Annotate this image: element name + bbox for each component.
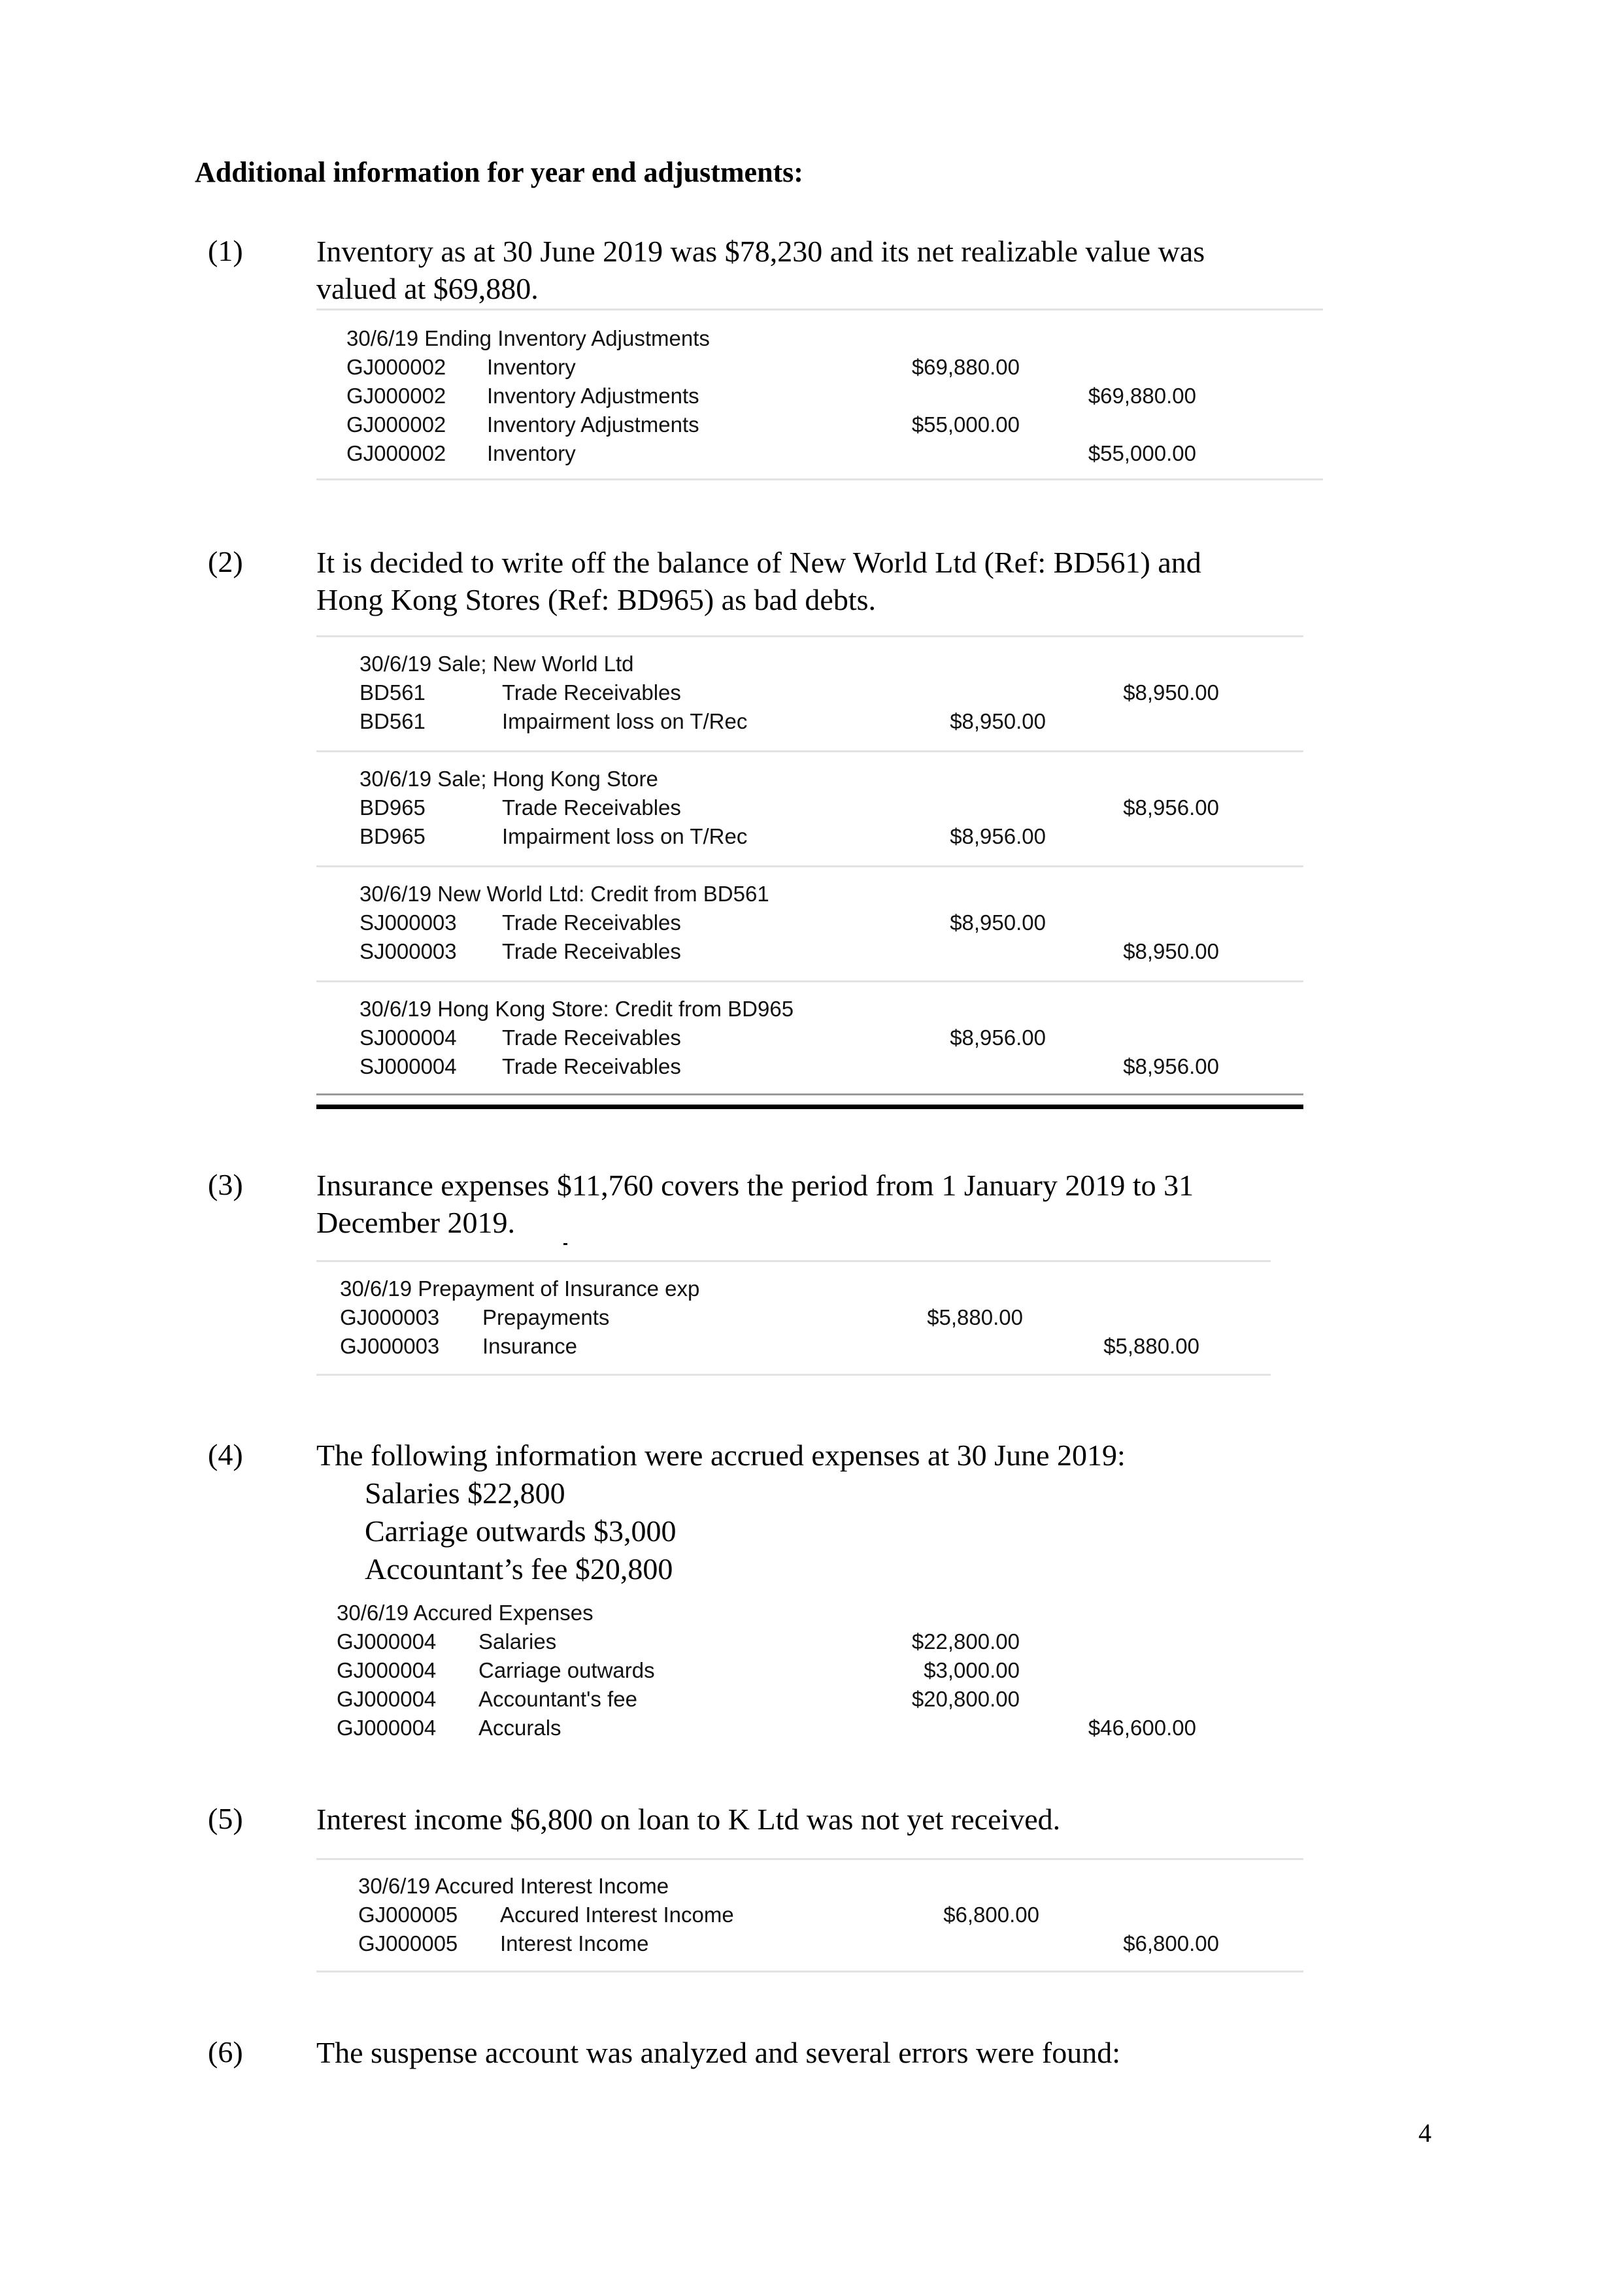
- journal-title: 30/6/19 Sale; New World Ltd: [360, 652, 634, 676]
- ref-cell: SJ000004: [360, 1025, 457, 1050]
- table-rule: [316, 750, 1303, 752]
- text-line: Accountant’s fee $20,800: [365, 1552, 673, 1586]
- ref-cell: GJ000004: [337, 1629, 437, 1654]
- item-text: [316, 544, 1201, 618]
- ref-cell: BD561: [360, 709, 426, 733]
- account-cell: Interest Income: [500, 1931, 649, 1955]
- debit-cell: $3,000.00: [924, 1658, 1020, 1682]
- ref-cell: GJ000002: [346, 412, 446, 437]
- account-cell: Trade Receivables: [502, 680, 681, 705]
- journal-title: 30/6/19 New World Ltd: Credit from BD561: [360, 882, 769, 906]
- ref-cell: SJ000003: [360, 910, 457, 935]
- credit-cell: $8,956.00: [1123, 795, 1219, 820]
- account-cell: Salaries: [478, 1629, 557, 1654]
- journal-title: 30/6/19 Prepayment of Insurance exp: [340, 1276, 700, 1301]
- credit-cell: $69,880.00: [1088, 384, 1196, 408]
- account-cell: Accured Interest Income: [500, 1903, 734, 1927]
- account-cell: Accountant's fee: [478, 1687, 637, 1711]
- table-double-rule: [316, 1105, 1303, 1109]
- text-line: December 2019.: [316, 1206, 515, 1239]
- credit-cell: $5,880.00: [1103, 1334, 1199, 1358]
- credit-cell: $6,800.00: [1123, 1931, 1219, 1955]
- text-line: The suspense account was analyzed and several errors were found:: [316, 2036, 1120, 2069]
- account-cell: Inventory: [487, 441, 576, 465]
- debit-cell: $8,950.00: [950, 910, 1046, 935]
- debit-cell: $22,800.00: [911, 1629, 1020, 1654]
- table-rule: [316, 865, 1303, 867]
- text-line: Insurance expenses $11,760 covers the period from 1 January 2019 to 31: [316, 1169, 1194, 1202]
- account-cell: Impairment loss on T/Rec: [502, 824, 748, 848]
- ref-cell: GJ000003: [340, 1305, 440, 1329]
- journal-title: 30/6/19 Hong Kong Store: Credit from BD965: [360, 997, 794, 1021]
- debit-cell: $8,956.00: [950, 824, 1046, 848]
- text-line: valued at $69,880.: [316, 272, 539, 305]
- table-rule: [316, 1374, 1271, 1376]
- account-cell: Impairment loss on T/Rec: [502, 709, 748, 733]
- ref-cell: SJ000003: [360, 939, 457, 963]
- debit-cell: $6,800.00: [943, 1903, 1039, 1927]
- ref-cell: GJ000004: [337, 1687, 437, 1711]
- item-number: (5): [208, 1802, 243, 1835]
- journal-title: 30/6/19 Ending Inventory Adjustments: [346, 326, 710, 350]
- ref-cell: SJ000004: [360, 1054, 457, 1078]
- text-line: Interest income $6,800 on loan to K Ltd was not yet received.: [316, 1803, 1061, 1836]
- item-number: (2): [208, 545, 243, 578]
- text-line: Carriage outwards $3,000: [365, 1514, 677, 1548]
- text-line: Hong Kong Stores (Ref: BD965) as bad debts.: [316, 583, 877, 616]
- table-rule: [316, 1260, 1271, 1262]
- account-cell: Inventory Adjustments: [487, 384, 699, 408]
- ref-cell: BD561: [360, 680, 426, 705]
- account-cell: Inventory Adjustments: [487, 412, 699, 437]
- debit-cell: $8,950.00: [950, 709, 1046, 733]
- debit-cell: $55,000.00: [911, 412, 1020, 437]
- ref-cell: BD965: [360, 824, 426, 848]
- item-number: (1): [208, 234, 243, 267]
- item-number: (4): [208, 1438, 243, 1471]
- debit-cell: $20,800.00: [911, 1687, 1020, 1711]
- section-heading: Additional information for year end adjustments:: [195, 156, 803, 188]
- debit-cell: $5,880.00: [927, 1305, 1023, 1329]
- ref-cell: GJ000002: [346, 355, 446, 379]
- ref-cell: GJ000004: [337, 1716, 437, 1740]
- text-line: Salaries $22,800: [365, 1476, 565, 1510]
- account-cell: Prepayments: [482, 1305, 610, 1329]
- journal-title: 30/6/19 Accured Expenses: [337, 1601, 594, 1625]
- ref-cell: GJ000002: [346, 384, 446, 408]
- ref-cell: GJ000005: [358, 1931, 458, 1955]
- account-cell: Trade Receivables: [502, 939, 681, 963]
- ref-cell: GJ000003: [340, 1334, 440, 1358]
- text-line: Inventory as at 30 June 2019 was $78,230 and its net realizable value was: [316, 235, 1205, 268]
- account-cell: Trade Receivables: [502, 910, 681, 935]
- credit-cell: $55,000.00: [1088, 441, 1196, 465]
- account-cell: Trade Receivables: [502, 795, 681, 820]
- journal-title: 30/6/19 Sale; Hong Kong Store: [360, 767, 658, 791]
- item-number: (3): [208, 1168, 243, 1201]
- credit-cell: $8,950.00: [1123, 939, 1219, 963]
- account-cell: Inventory: [487, 355, 576, 379]
- account-cell: Trade Receivables: [502, 1054, 681, 1078]
- ref-cell: GJ000002: [346, 441, 446, 465]
- stray-mark: [563, 1243, 567, 1245]
- table-rule: [316, 308, 1323, 310]
- table-rule: [316, 1971, 1303, 1972]
- debit-cell: $8,956.00: [950, 1025, 1046, 1050]
- item-text: [316, 1167, 1194, 1241]
- table-rule: [316, 980, 1303, 982]
- item-text: [316, 2034, 1120, 2071]
- ref-cell: GJ000004: [337, 1658, 437, 1682]
- table-rule: [316, 478, 1323, 480]
- text-line: It is decided to write off the balance of New World Ltd (Ref: BD561) and: [316, 546, 1201, 579]
- account-cell: Trade Receivables: [502, 1025, 681, 1050]
- ref-cell: BD965: [360, 795, 426, 820]
- credit-cell: $8,950.00: [1123, 680, 1219, 705]
- account-cell: Carriage outwards: [478, 1658, 655, 1682]
- account-cell: Insurance: [482, 1334, 577, 1358]
- ref-cell: GJ000005: [358, 1903, 458, 1927]
- journal-title: 30/6/19 Accured Interest Income: [358, 1874, 669, 1898]
- item-text: [316, 1801, 1060, 1838]
- page-number: 4: [1418, 2118, 1431, 2148]
- credit-cell: $8,956.00: [1123, 1054, 1219, 1078]
- text-line: The following information were accrued expenses at 30 June 2019:: [316, 1439, 1126, 1472]
- item-number: (6): [208, 2035, 243, 2069]
- account-cell: Accurals: [478, 1716, 561, 1740]
- table-rule: [316, 1093, 1303, 1095]
- item-text: [316, 233, 1205, 307]
- debit-cell: $69,880.00: [911, 355, 1020, 379]
- credit-cell: $46,600.00: [1088, 1716, 1196, 1740]
- table-rule: [316, 635, 1303, 637]
- item-text: [316, 1437, 1126, 1588]
- table-rule: [316, 1858, 1303, 1860]
